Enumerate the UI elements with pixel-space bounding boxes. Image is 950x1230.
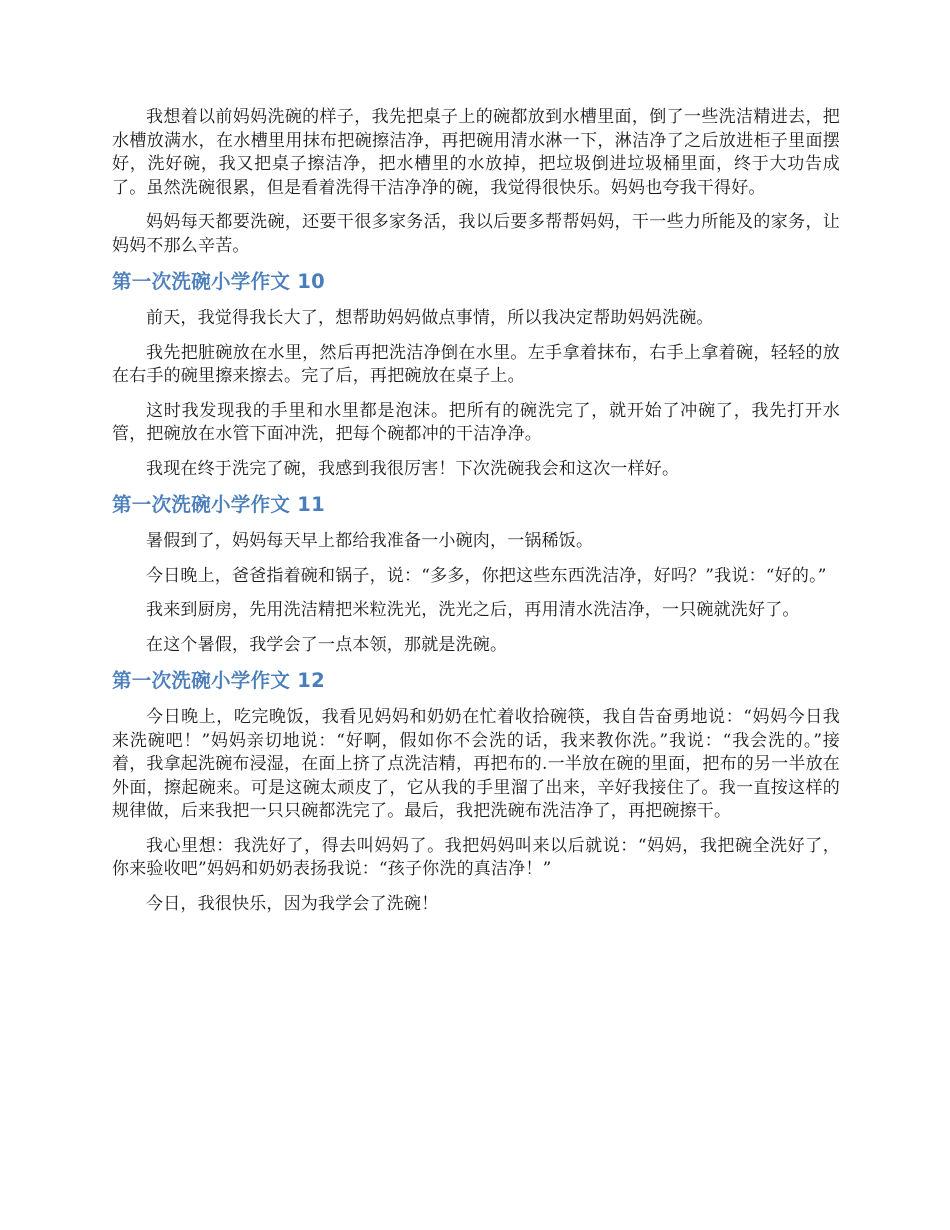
section-heading: 第一次洗碗小学作文 10 [112, 270, 326, 293]
body-paragraph: 我心里想：我洗好了，得去叫妈妈了。我把妈妈叫来以后就说：“妈妈，我把碗全洗好了，你来验收吧”妈妈和奶奶表扬我说：“孩子你洗的真洁净！” [112, 835, 840, 879]
body-paragraph: 我先把脏碗放在水里，然后再把洗洁净倒在水里。左手拿着抹布，右手上拿着碗，轻轻的放在右手的碗里擦来擦去。完了后，再把碗放在桌子上。 [112, 342, 840, 386]
essay-section-10 [112, 269, 840, 481]
body-paragraph: 我想着以前妈妈洗碗的样子，我先把桌子上的碗都放到水槽里面，倒了一些洗洁精进去，把水槽放满水，在水槽里用抹布把碗擦洁净，再把碗用清水淋一下，淋洁净了之后放进柜子里面摆好，洗好碗，我又把桌子擦洁净，把水槽里的水放掉，把垃圾倒进垃圾桶里面，终于大功告成了。虽然洗碗很累，但是看着洗得干洁净净的碗，我觉得很快乐。妈妈也夸我干得好。 [112, 107, 840, 198]
body-paragraph: 妈妈每天都要洗碗，还要干很多家务活，我以后要多帮帮妈妈，干一些力所能及的家务，让妈妈不那么辛苦。 [112, 212, 840, 256]
body-paragraph: 今日晚上，吃完晚饭，我看见妈妈和奶奶在忙着收拾碗筷，我自告奋勇地说：“妈妈今日我来洗碗吧！”妈妈亲切地说：“好啊，假如你不会洗的话，我来教你洗。”我说：“我会洗的。”接着，我拿起洗碗布浸湿，在面上挤了点洗洁精，再把布的.一半放在碗的里面，把布的另一半放在外面，擦起碗来。可是这碗太顽皮了，它从我的手里溜了出来，辛好我接住了。我一直按这样的规律做，后来我把一只只碗都洗完了。最后，我把洗碗布洗洁净了，再把碗擦干。 [112, 707, 841, 821]
document-page [112, 106, 840, 927]
body-paragraph: 暑假到了，妈妈每天早上都给我准备一小碗肉，一锅稀饭。 [146, 531, 594, 551]
body-paragraph: 在这个暑假，我学会了一点本领，那就是洗碗。 [146, 634, 508, 655]
essay-section-12 [112, 668, 840, 916]
body-paragraph: 我现在终于洗完了碗，我感到我很厉害！下次洗碗我会和这次一样好。 [146, 458, 680, 479]
essay-section-11 [112, 492, 840, 657]
section-heading: 第一次洗碗小学作文 11 [112, 493, 326, 516]
body-paragraph: 今日，我很快乐，因为我学会了洗碗！ [146, 893, 439, 914]
body-paragraph: 这时我发现我的手里和水里都是泡沫。把所有的碗洗完了，就开始了冲碗了，我先打开水管，把碗放在水管下面冲洗，把每个碗都冲的干洁净净。 [112, 400, 840, 444]
body-paragraph: 我来到厨房，先用洗洁精把米粒洗光，洗光之后，再用清水洗洁净，一只碗就洗好了。 [146, 600, 800, 620]
body-paragraph: 今日晚上，爸爸指着碗和锅子，说：“多多，你把这些东西洗洁净，好吗？”我说：“好的。” [146, 565, 827, 586]
section-heading: 第一次洗碗小学作文 12 [112, 669, 326, 692]
body-paragraph: 前天，我觉得我长大了，想帮助妈妈做点事情，所以我决定帮助妈妈洗碗。 [146, 308, 714, 328]
intro-section [112, 106, 840, 258]
